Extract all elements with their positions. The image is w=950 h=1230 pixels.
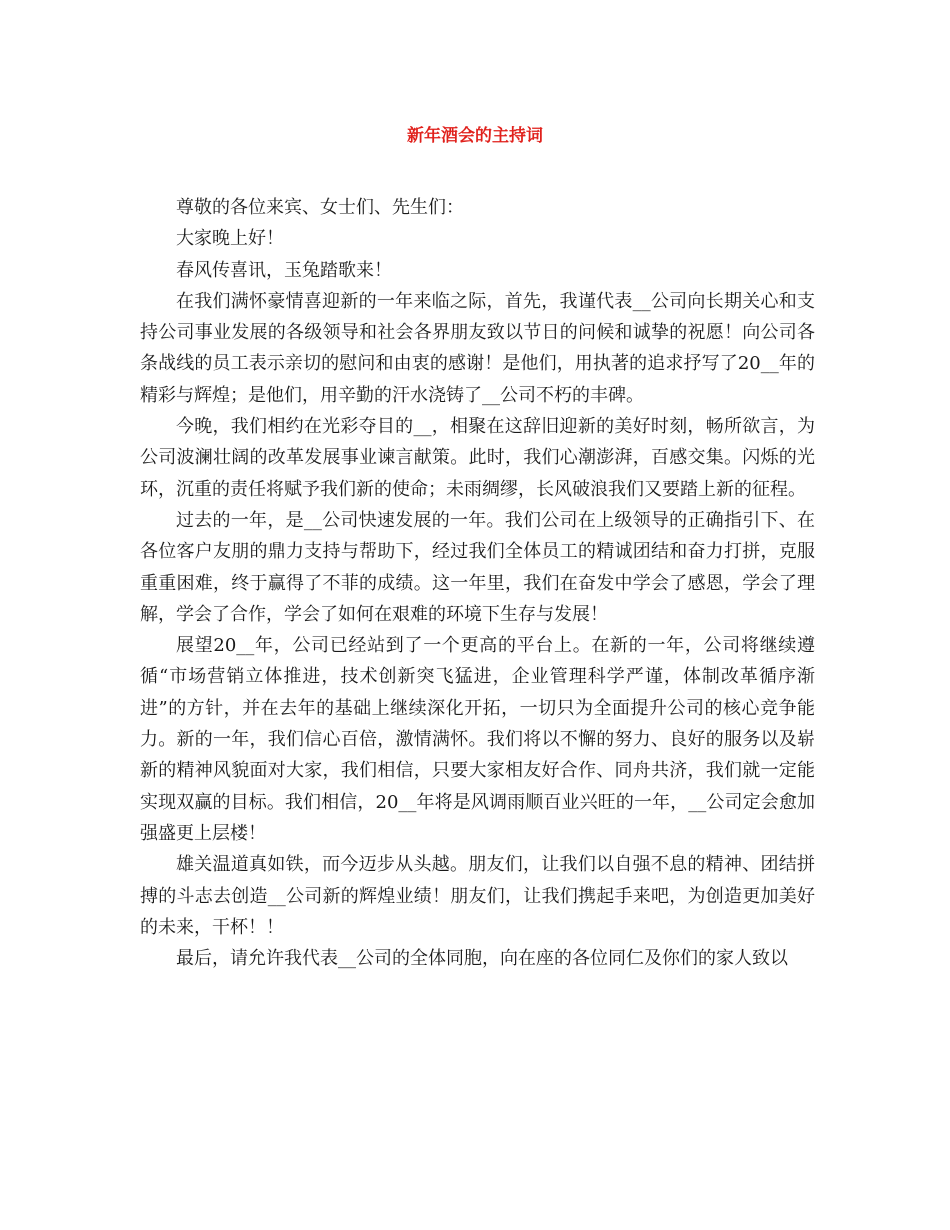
paragraph-outlook: 展望20__年，公司已经站到了一个更高的平台上。在新的一年，公司将继续遵循“市场营销立体推进，技术创新突飞猛进，企业管理科学严谨，体制改革循序渐进”的方针，并在去年的基础上继续深化开拓，一切只为全面提升公司的核心竞争能力。新的一年，我们信心百倍，激情满怀。我们将以不懈的努力、良好的服务以及崭新的精神风貌面对大家，我们相信，只要大家相友好合作、同舟共济，我们就一定能实现双赢的目标。我们相信，20__年将是风调雨顺百业兴旺的一年，__公司定会愈加强盛更上层楼！ [140, 635, 815, 844]
paragraph-toast: 雄关温道真如铁，而今迈步从头越。朋友们，让我们以自强不息的精神、团结拼搏的斗志去创造__公司新的辉煌业绩！朋友们，让我们携起手来吧，为创造更加美好的未来，干杯！！ [140, 854, 815, 938]
paragraph-salutation: 尊敬的各位来宾、女士们、先生们： [176, 197, 464, 218]
paragraph-tonight: 今晚，我们相约在光彩夺目的__，相聚在这辞旧迎新的美好时刻，畅所欲言，为公司波澜壮阔的改革发展事业谏言献策。此时，我们心潮澎湃，百感交集。闪烁的光环，沉重的责任将赋予我们新的使命；未雨绸缪，长风破浪我们又要踏上新的征程。 [140, 416, 815, 500]
document-body [140, 192, 815, 974]
paragraph-closing: 最后，请允许我代表__公司的全体同胞，向在座的各位同仁及你们的家人致以 [176, 948, 788, 970]
paragraph-past-year: 过去的一年，是__公司快速发展的一年。我们公司在上级领导的正确指引下、在各位客户友朋的鼎力支持与帮助下，经过我们全体员工的精诚团结和奋力打拼，克服重重困难，终于赢得了不菲的成绩。这一年里，我们在奋发中学会了感恩，学会了理解，学会了合作，学会了如何在艰难的环境下生存与发展！ [140, 509, 815, 625]
paragraph-greeting: 大家晚上好！ [176, 228, 284, 250]
paragraph-opening-line: 春风传喜讯，玉兔踏歌来！ [176, 259, 392, 281]
document-title: 新年酒会的主持词 [407, 126, 543, 146]
paragraph-thanks: 在我们满怀豪情喜迎新的一年来临之际，首先，我谨代表__公司向长期关心和支持公司事业发展的各级领导和社会各界朋友致以节日的问候和诚挚的祝愿！向公司各条战线的员工表示亲切的慰问和由衷的感谢！是他们，用执著的追求抒写了20__年的精彩与辉煌；是他们，用辛勤的汗水浇铸了__公司不朽的丰碑。 [140, 290, 815, 406]
